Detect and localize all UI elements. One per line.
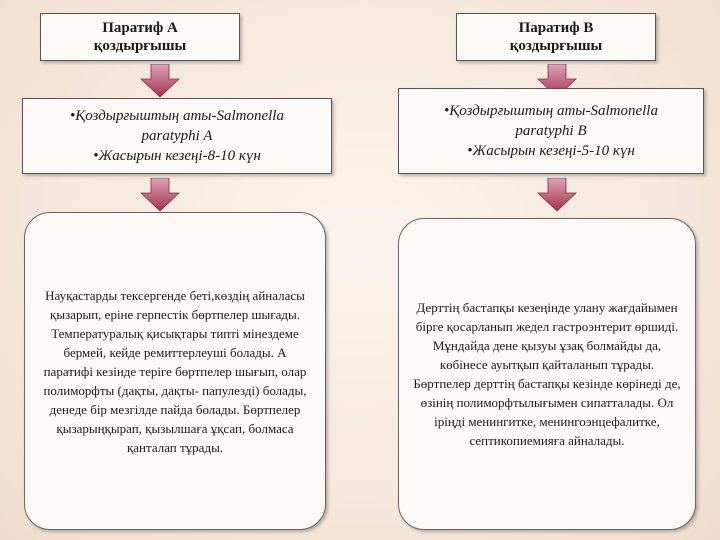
paratyphoid-b-description: Дерттің бастапқы кезеңінде улану жағдайымен бірге қосарланып жедел гастроэнтерит өршиді. Мұндайда дене қызуы ұзақ болмайды да, көбінесе ауытқып қайталанып тұрады. Бөртпелер дерттің бастапқы кезінде көрінеді де, өзінің полиморфтылығымен сипатталады. Ол іріңді менингитке, менингоэнцефалитке, септикопиемияға айналады. — [413, 300, 681, 448]
paratyphoid-b-pathogen-label: •Қоздырғыштың аты-Salmonella — [444, 103, 658, 119]
paratyphoid-a-incubation-period: •Жасырын кезеңі-8-10 күн — [93, 148, 261, 164]
arrow-down-icon — [140, 64, 180, 98]
paratyphoid-a-info-box — [22, 98, 332, 174]
paratyphoid-b-title-line1: Паратиф В — [518, 20, 594, 36]
arrow-down-icon — [140, 178, 180, 212]
paratyphoid-a-pathogen-label: •Қоздырғыштың аты-Salmonella — [70, 108, 284, 124]
paratyphoid-a-title-line1: Паратиф А — [102, 20, 178, 36]
paratyphoid-a-title-box — [40, 13, 240, 61]
paratyphoid-a-description-box — [24, 212, 326, 530]
paratyphoid-a-pathogen-name: paratyphi A — [141, 128, 213, 144]
paratyphoid-a-description: Науқастарды тексергенде беті,көздің айналасы қызарып, еріне герпестік бөртпелер шығады. Температуралық қисықтары типті мінездеме бермей, кейде ремиттерлеуші болады. А паратифі кезінде теріге бөртпелер шығып, олар полиморфты (дақты, дақты- папулезді) болады, денеде бір мезгілде пайда болады. Бөртпелер қызарыңқырап, қызылшаға ұқсап, болмаса қанталап тұрады. — [43, 287, 307, 455]
paratyphoid-b-incubation-period: •Жасырын кезеңі-5-10 күн — [467, 143, 635, 159]
paratyphoid-b-title-box — [456, 13, 656, 61]
paratyphoid-a-title-line2: қоздырғышы — [93, 38, 187, 54]
paratyphoid-b-description-box — [398, 218, 696, 530]
paratyphoid-b-pathogen-name: paratyphi B — [515, 123, 587, 139]
paratyphoid-b-info-box — [398, 88, 704, 174]
paratyphoid-b-title-line2: қоздырғышы — [509, 38, 603, 54]
arrow-down-icon — [537, 178, 577, 212]
